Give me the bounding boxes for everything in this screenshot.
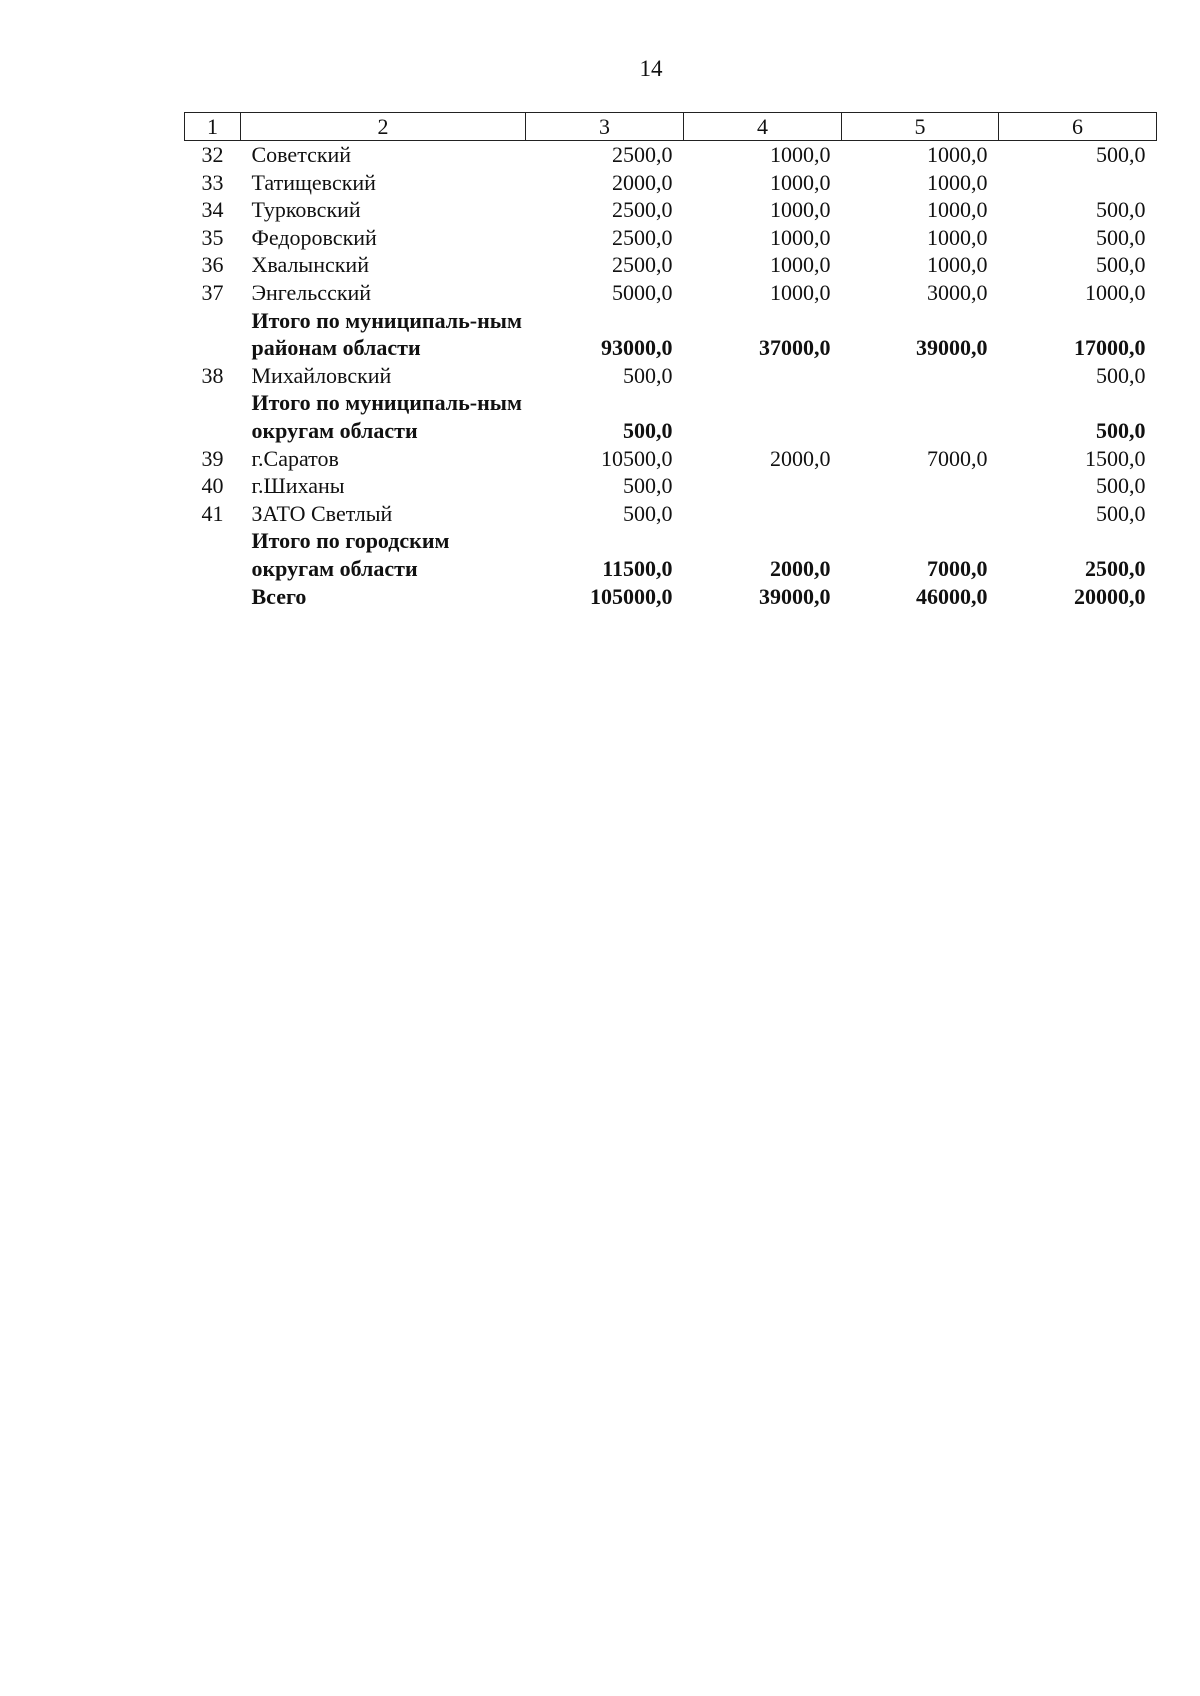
row-col6-cell: 2500,0 (1085, 555, 1146, 581)
table-total-row (185, 527, 1157, 582)
column-header-5: 5 (842, 113, 999, 141)
table-row (185, 500, 1157, 528)
table-row (185, 279, 1157, 307)
row-col5-cell: 1000,0 (927, 142, 988, 167)
row-col4-cell (684, 500, 842, 528)
table-total-row (185, 583, 1157, 611)
row-col3-cell: 11500,0 (602, 555, 673, 581)
table-row (185, 141, 1157, 169)
table-body (185, 141, 1157, 611)
row-col3-cell: 2500,0 (612, 142, 673, 167)
row-col4-cell: 2000,0 (770, 555, 831, 581)
column-header-4: 4 (684, 113, 842, 141)
row-col4-cell: 37000,0 (759, 335, 831, 361)
row-name-cell: Хвалынский (251, 252, 369, 278)
row-number-cell: 38 (201, 362, 224, 388)
row-col5-cell (842, 362, 999, 390)
row-name-cell: Михайловский (251, 362, 392, 388)
row-col4-cell: 1000,0 (770, 197, 831, 223)
page-number: 14 (639, 56, 663, 81)
row-col3-cell: 2500,0 (612, 224, 673, 250)
row-col3-cell: 2500,0 (612, 252, 673, 278)
row-col6-cell: 500,0 (1096, 142, 1146, 167)
row-col4-cell: 1000,0 (770, 224, 831, 250)
row-number-cell (185, 389, 241, 444)
row-col6-cell: 500,0 (1096, 252, 1146, 278)
row-col4-cell: 2000,0 (770, 445, 831, 471)
row-name-cell: Турковский (251, 197, 361, 223)
row-col3-cell: 500,0 (623, 417, 673, 443)
row-name-cell: Итого по муниципаль-ным районам области (251, 307, 522, 361)
row-number-cell: 37 (201, 279, 224, 305)
row-name-cell: Итого по муниципаль-ным округам области (251, 390, 522, 443)
table-row (185, 362, 1157, 390)
row-col5-cell (842, 500, 999, 528)
table-row (185, 472, 1157, 500)
row-number-cell (185, 583, 241, 611)
column-header-1: 1 (185, 113, 241, 141)
row-number-cell: 36 (201, 252, 224, 278)
table-row (185, 251, 1157, 279)
row-col6-cell: 500,0 (1096, 473, 1146, 499)
row-name-cell: г.Саратов (251, 445, 339, 471)
column-header-6: 6 (999, 113, 1157, 141)
row-col6-cell: 1500,0 (1085, 445, 1146, 471)
row-col4-cell (684, 389, 842, 444)
row-col3-cell: 2000,0 (612, 169, 673, 195)
row-col5-cell: 1000,0 (927, 224, 988, 250)
row-col6-cell: 500,0 (1096, 500, 1146, 526)
row-name-cell: Всего (251, 583, 307, 609)
row-col5-cell: 39000,0 (916, 335, 988, 361)
row-number-cell (185, 527, 241, 582)
row-col6-cell (999, 169, 1157, 197)
row-col4-cell (684, 472, 842, 500)
row-col6-cell: 20000,0 (1074, 583, 1146, 609)
row-name-cell: Татищевский (251, 169, 376, 195)
table-row (185, 445, 1157, 473)
row-col5-cell: 1000,0 (927, 252, 988, 278)
row-col3-cell: 10500,0 (601, 445, 673, 471)
row-col3-cell: 105000,0 (590, 583, 673, 609)
table-total-row (185, 389, 1157, 444)
row-col5-cell (842, 472, 999, 500)
row-col4-cell (684, 362, 842, 390)
row-name-cell: Федоровский (251, 224, 377, 250)
column-header-2: 2 (241, 113, 526, 141)
row-col4-cell: 1000,0 (770, 279, 831, 305)
row-number-cell: 35 (201, 224, 224, 250)
row-number-cell: 41 (201, 500, 224, 526)
table-row (185, 224, 1157, 252)
table-header-row (185, 113, 1157, 141)
row-col3-cell: 500,0 (623, 500, 673, 526)
row-number-cell: 33 (201, 169, 224, 195)
row-col3-cell: 93000,0 (601, 335, 673, 361)
row-col6-cell: 17000,0 (1074, 335, 1146, 361)
row-col6-cell: 500,0 (1096, 197, 1146, 223)
row-col4-cell: 1000,0 (770, 142, 831, 167)
row-col5-cell: 3000,0 (927, 279, 988, 305)
row-name-cell: ЗАТО Светлый (251, 500, 393, 526)
row-number-cell: 34 (201, 197, 224, 223)
row-col6-cell: 1000,0 (1085, 279, 1146, 305)
row-col5-cell: 7000,0 (927, 445, 988, 471)
row-number-cell: 32 (201, 142, 224, 167)
row-col5-cell: 1000,0 (927, 197, 988, 223)
row-col5-cell (842, 389, 999, 444)
row-col6-cell: 500,0 (1096, 224, 1146, 250)
row-col5-cell: 46000,0 (916, 583, 988, 609)
table-total-row (185, 307, 1157, 362)
row-col3-cell: 500,0 (623, 473, 673, 499)
allocation-table (184, 112, 1157, 610)
row-number-cell (185, 307, 241, 362)
row-number-cell: 39 (201, 445, 224, 471)
row-name-cell: Итого по городским округам области (251, 528, 450, 581)
row-number-cell: 40 (201, 473, 224, 499)
table-row (185, 196, 1157, 224)
row-col5-cell: 7000,0 (927, 555, 988, 581)
row-name-cell: Советский (251, 142, 352, 167)
row-col3-cell: 2500,0 (612, 197, 673, 223)
row-col5-cell: 1000,0 (927, 169, 988, 195)
row-col3-cell: 500,0 (623, 362, 673, 388)
column-header-3: 3 (526, 113, 684, 141)
table-row (185, 169, 1157, 197)
row-col4-cell: 39000,0 (759, 583, 831, 609)
row-name-cell: г.Шиханы (251, 473, 345, 499)
row-col6-cell: 500,0 (1096, 417, 1146, 443)
row-col3-cell: 5000,0 (612, 279, 673, 305)
row-name-cell: Энгельсский (251, 279, 372, 305)
row-col4-cell: 1000,0 (770, 252, 831, 278)
row-col4-cell: 1000,0 (770, 169, 831, 195)
row-col6-cell: 500,0 (1096, 362, 1146, 388)
